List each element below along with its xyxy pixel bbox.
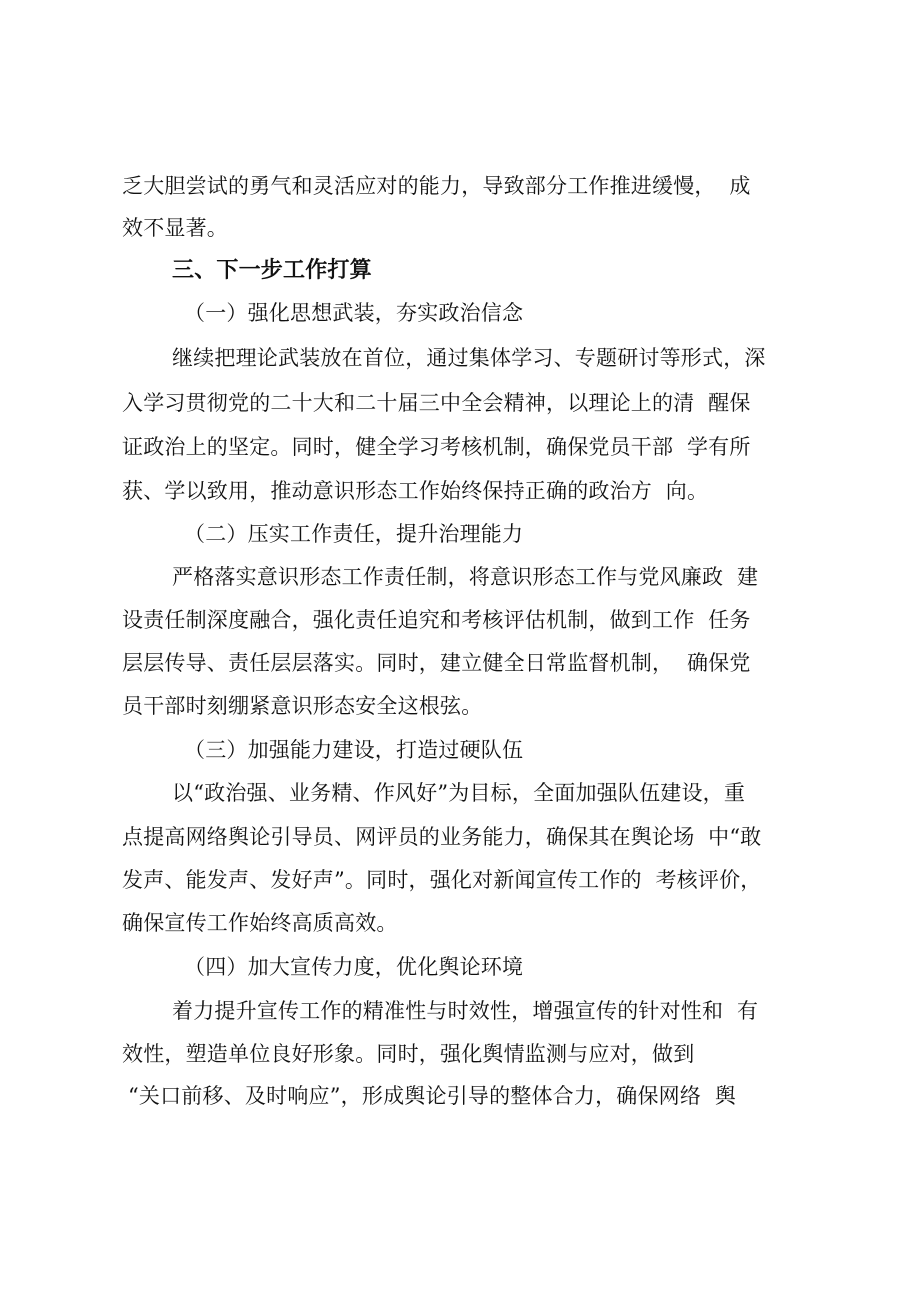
subsection-title: （三）加强能力建设，打造过硬队伍 xyxy=(184,738,524,762)
paragraph-line: 严格落实意识形态工作责任制，将意识形态工作与党风廉政 建 xyxy=(172,565,759,589)
paragraph-line: 设责任制深度融合，强化责任追究和考核评估机制，做到工作 任务 xyxy=(122,608,751,632)
paragraph-line: 获、学以致用，推动意识形态工作始终保持正确的政治方 向。 xyxy=(122,479,709,503)
paragraph-line: 层层传导、责任层层落实。同时，建立健全日常监督机制， 确保党 xyxy=(122,651,751,675)
paragraph-line: 乏大胆尝试的勇气和灵活应对的能力，导致部分工作推进缓慢， 成 xyxy=(122,174,751,198)
paragraph-line: 员干部时刻绷紧意识形态安全这根弦。 xyxy=(122,694,483,718)
subsection-title: （二）压实工作责任，提升治理能力 xyxy=(184,522,524,546)
paragraph-line: 效不显著。 xyxy=(122,216,228,240)
paragraph-line: 发声、能发声、发好声”。同时，强化对新闻宣传工作的 考核评价， xyxy=(122,868,762,892)
section-heading: 三、下一步工作打算 xyxy=(172,258,372,283)
paragraph-line: 证政治上的坚定。同时，健全学习考核机制，确保党员干部 学有所 xyxy=(122,435,751,459)
paragraph-line: 效性，塑造单位良好形象。同时，强化舆情监测与应对，做到 xyxy=(122,1042,695,1066)
paragraph-line: 继续把理论武装放在首位，通过集体学习、专题研讨等形式，深 xyxy=(172,346,766,370)
paragraph-line: 着力提升宣传工作的精准性与时效性，增强宣传的针对性和 有 xyxy=(172,999,759,1023)
paragraph-line: 确保宣传工作始终高质高效。 xyxy=(122,911,398,935)
subsection-title: （一）强化思想武装，夯实政治信念 xyxy=(184,301,524,325)
paragraph-line: “关口前移、及时响应”，形成舆论引导的整体合力，确保网络 舆 xyxy=(128,1084,737,1108)
paragraph-line: 点提高网络舆论引导员、网评员的业务能力，确保其在舆论场 中“敢 xyxy=(122,825,762,849)
paragraph-line: 以“政治强、业务精、作风好”为目标，全面加强队伍建设，重 xyxy=(172,781,746,805)
subsection-title: （四）加大宣传力度，优化舆论环境 xyxy=(184,955,524,979)
paragraph-line: 入学习贯彻党的二十大和二十届三中全会精神，以理论上的清 醒保 xyxy=(122,391,751,415)
